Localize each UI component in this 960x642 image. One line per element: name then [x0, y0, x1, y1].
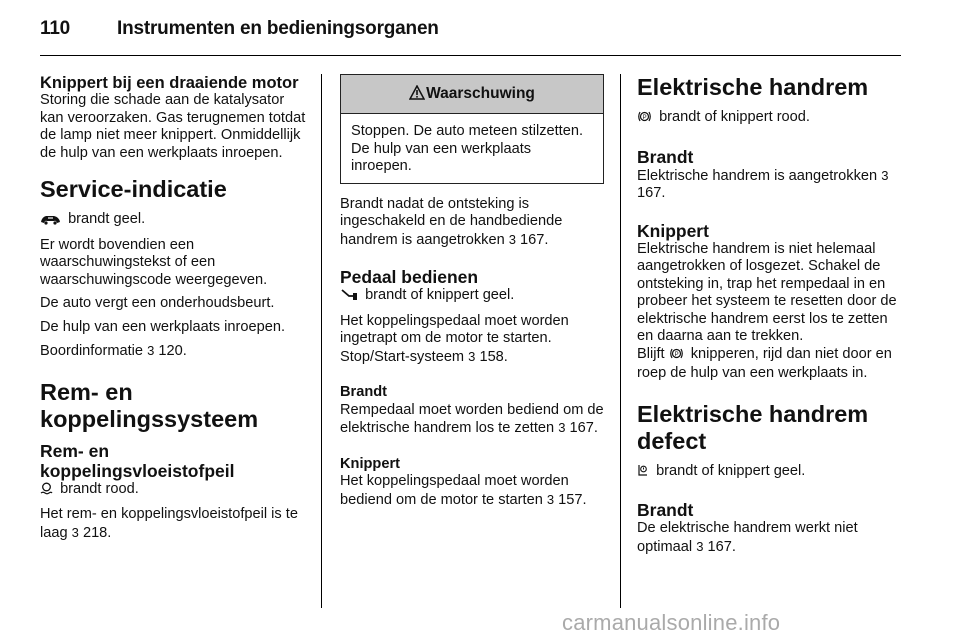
page-ref-arrow: 3 — [71, 524, 79, 540]
page-header — [40, 18, 910, 40]
paragraph-blijft — [637, 346, 905, 383]
paragraph-boordinformatie — [40, 342, 306, 361]
handrem-rood-text: brandt of knippert rood. — [659, 109, 810, 125]
paragraph-brandt-nadat — [340, 196, 604, 250]
nadat-ref-link[interactable]: 167. — [520, 231, 549, 248]
svg-text:P: P — [642, 115, 647, 121]
paragraph-rempedaal — [340, 402, 604, 438]
heading-handrem-defect: Elektrische handrem defect — [637, 400, 869, 454]
brandt-nadat-text: Brandt nadat de ontsteking is ingeschakeld en de handbediende handrem is aangetrokken — [340, 195, 563, 248]
warning-box — [340, 74, 604, 184]
page-ref-arrow: 3 — [508, 231, 516, 247]
paragraph-koppeling-2 — [340, 473, 604, 509]
column-2 — [340, 74, 604, 515]
boord-text: Boordinformatie — [40, 343, 144, 359]
paragraph-werkplaats: De hulp van een werkplaats inroepen. — [40, 318, 286, 335]
column-1 — [40, 74, 306, 548]
heading-knippert-motor: Knippert bij een draaiende motor — [40, 74, 299, 92]
service-geel-text: brandt geel. — [68, 211, 146, 227]
paragraph-onderhoud: De auto vergt een onderhoudsbeurt. — [40, 295, 275, 311]
koppeling-text: Het koppelingspedaal moet worden ingetrapt om de motor te starten. Stop/Start-systeem — [340, 312, 569, 365]
paragraph-waarschuwing: Er wordt bovendien een waarschuwingstekst of een waarschuwingscode weergegeven. — [40, 236, 268, 288]
peil-text: Het rem- en koppelingsvloeistofpeil is te laag — [40, 506, 298, 541]
rempedaal-ref-link[interactable]: 167. — [569, 420, 598, 436]
warning-header — [341, 75, 603, 114]
werkt-niet-ref-link[interactable]: 167. — [707, 538, 736, 555]
paragraph-pedaal-geel — [340, 287, 604, 307]
koppeling2-text: Het koppelingspedaal moet worden bediend om de motor te starten — [340, 473, 569, 508]
defect-geel-text: brandt of knippert geel. — [656, 462, 806, 479]
heading-brandt: Brandt — [340, 384, 388, 400]
boord-ref-link[interactable]: 120. — [158, 343, 187, 359]
paragraph-storing: Storing die schade aan de katalysator kan veroorzaken. Gas terugnemen totdat de lamp niet meer knippert. Onmiddellijk de hulp van een werkplaats inroepen. — [40, 92, 306, 161]
warning-triangle-icon — [409, 85, 425, 104]
warning-title: Waarschuwing — [426, 85, 535, 103]
koppeling-ref-link[interactable]: 158. — [479, 348, 508, 365]
paragraph-koppeling — [340, 313, 604, 367]
heading-knippert: Knippert — [340, 455, 400, 472]
warning-text: Stoppen. De auto meteen stilzetten. De hulp van een werkplaats inroepen. — [351, 123, 584, 174]
heading-pedaal: Pedaal bedienen — [340, 267, 479, 287]
blijft-text-b: knipperen, rijd dan niet door en roep de hulp van een werkplaats in. — [637, 345, 892, 381]
heading-brandt-2: Brandt — [637, 500, 694, 520]
page-ref-arrow: 3 — [696, 538, 704, 554]
pedal-icon — [340, 288, 358, 307]
page-ref-arrow: 3 — [147, 343, 155, 358]
aangetrokken-ref-link[interactable]: 167. — [637, 185, 666, 201]
heading-vloeistofpeil: Rem- en koppelingsvloeistofpeil — [40, 440, 235, 481]
blijft-text-a: Blijft — [637, 345, 665, 362]
wrench-car-icon — [40, 213, 61, 231]
column-divider-2 — [620, 74, 621, 608]
page-ref-arrow: 3 — [546, 491, 555, 507]
svg-text:P: P — [674, 351, 679, 358]
parking-brake-icon — [637, 110, 652, 129]
paragraph-handrem-rood — [637, 109, 905, 129]
heading-service-indicatie: Service-indicatie — [40, 176, 227, 202]
watermark: carmanualsonline.info — [562, 610, 781, 635]
paragraph-service-geel — [40, 211, 306, 231]
brake-fault-icon — [637, 463, 649, 483]
paragraph-aangetrokken — [637, 167, 905, 203]
peil-ref-link[interactable]: 218. — [82, 524, 112, 541]
page-ref-arrow: 3 — [558, 420, 566, 435]
page-title: Instrumenten en bedieningsorganen — [117, 18, 439, 39]
paragraph-werkt-niet — [637, 520, 905, 556]
paragraph-niet-helemaal: Elektrische handrem is niet helemaal aangetrokken of losgezet. Schakel de ontsteking in, trap het rempedaal in en probeer het systeem te resetten door de elektrische handrem eerst los te zetten en daarna aan te trekken. — [637, 240, 897, 344]
rempedaal-text: Rempedaal moet worden bediend om de elektrische handrem los te zetten — [340, 401, 604, 436]
page-ref-arrow: 3 — [468, 348, 476, 364]
parking-brake-icon — [669, 347, 684, 366]
pedaal-geel-text: brandt of knippert geel. — [365, 287, 515, 303]
heading-knippert: Knippert — [637, 220, 709, 241]
page-number: 110 — [40, 18, 71, 39]
koppeling2-ref-link[interactable]: 157. — [558, 491, 587, 508]
header-divider — [40, 55, 901, 56]
paragraph-defect-geel — [637, 463, 905, 483]
paragraph-peil — [40, 506, 306, 542]
heading-elektrische-handrem: Elektrische handrem — [637, 74, 869, 100]
column-3 — [637, 74, 905, 562]
aangetrokken-text: Elektrische handrem is aangetrokken — [637, 167, 878, 184]
page-ref-arrow: 3 — [881, 167, 889, 183]
heading-brandt: Brandt — [637, 146, 694, 167]
werkt-niet-text: De elektrische handrem werkt niet optimaal — [637, 520, 858, 555]
column-divider-1 — [321, 74, 322, 608]
heading-rem-koppeling: Rem- en koppelingssysteem — [40, 378, 259, 432]
paragraph-vloeistof-rood — [40, 481, 306, 501]
fluid-level-icon — [40, 482, 53, 501]
vloeistof-rood-text: brandt rood. — [60, 480, 139, 497]
